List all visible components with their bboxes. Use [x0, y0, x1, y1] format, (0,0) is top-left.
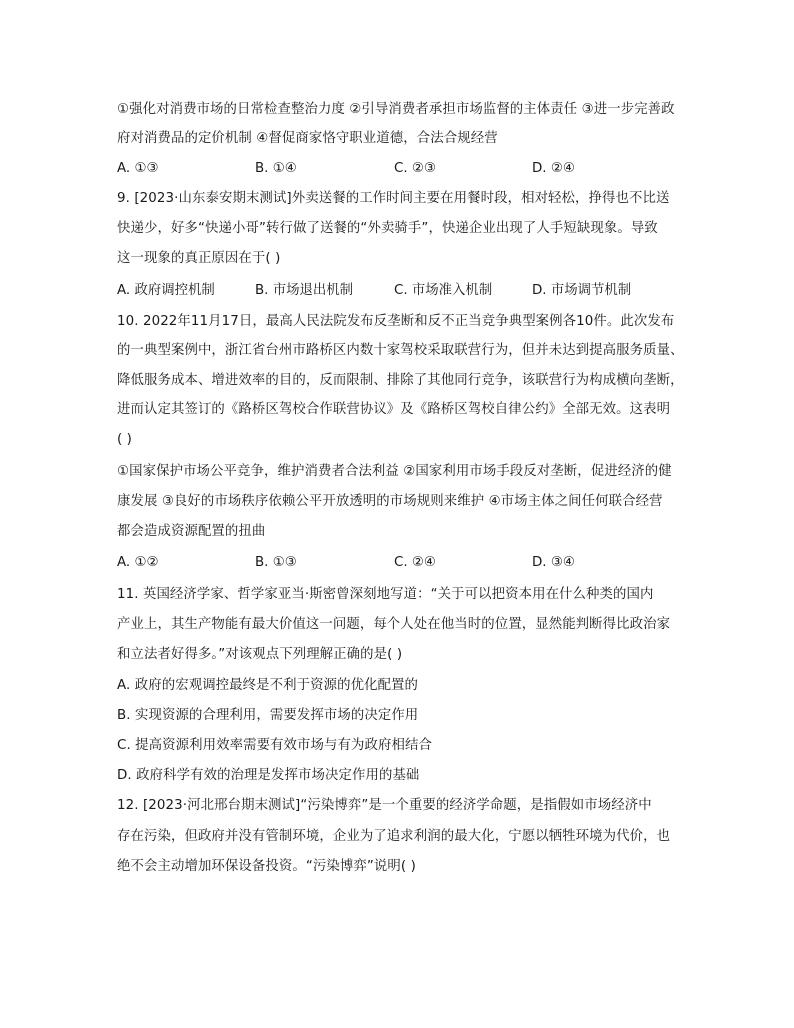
q10-stem-line: 10. 2022年11月17日，最高人民法院发布反垄断和反不正当竞争典型案例各10件。此次发布: [117, 314, 675, 329]
q11-stem-line: 产业上，其生产物能有最大价值这一问题，每个人处在他当时的位置，显然能判断得比政治家: [117, 617, 671, 632]
q10-option-b[interactable]: B. ①③: [255, 555, 297, 570]
q12-stem-line: 存在污染，但政府并没有管制环境，企业为了追求利润的最大化，宁愿以牺牲环境为代价，也: [117, 829, 671, 844]
q10-options: [117, 554, 697, 572]
q11-option-b[interactable]: B. 实现资源的合理利用，需要发挥市场的决定作用: [117, 708, 419, 723]
q8-option-a[interactable]: A. ①③: [117, 161, 159, 176]
q11-option-c[interactable]: C. 提高资源利用效率需要有效市场与有为政府相结合: [117, 738, 432, 753]
q11-option-a[interactable]: A. 政府的宏观调控最终是不利于资源的优化配置的: [117, 678, 419, 693]
q8-options: [117, 160, 697, 178]
q10-option-c[interactable]: C. ②④: [394, 555, 436, 570]
q9-option-d[interactable]: D. 市场调节机制: [532, 283, 632, 298]
q10-statement-line: 都会造成资源配置的扭曲: [117, 524, 266, 539]
q10-stem-line: 进而认定其签订的《路桥区驾校合作联营协议》及《路桥区驾校自律公约》全部无效。这表明: [117, 402, 671, 417]
q12-stem-line: 绝不会主动增加环保设备投资。“污染博弈”说明( ): [117, 859, 416, 874]
q10-option-d[interactable]: D. ③④: [532, 555, 575, 570]
q10-statement-line: 康发展 ③良好的市场秩序依赖公平开放透明的市场规则来维护 ④市场主体之间任何联合经营: [117, 494, 663, 509]
q8-option-c[interactable]: C. ②③: [394, 161, 436, 176]
q11-option-d[interactable]: D. 政府科学有效的治理是发挥市场决定作用的基础: [117, 768, 420, 783]
q8-option-b[interactable]: B. ①④: [255, 161, 297, 176]
q11-stem-line: 和立法者好得多。”对该观点下列理解正确的是( ): [117, 647, 403, 662]
q12-stem-line: 12. [2023·河北邢台期末测试]“污染博弈”是一个重要的经济学命题，是指假如市场经济中: [117, 798, 652, 813]
q9-stem-line: 这一现象的真正原因在于( ): [117, 251, 281, 266]
q10-option-a[interactable]: A. ①②: [117, 555, 159, 570]
q9-stem-line: 9. [2023·山东泰安期末测试]外卖送餐的工作时间主要在用餐时段，相对轻松，挣得也不比送: [117, 191, 670, 206]
q8-statement-line: 府对消费品的定价机制 ④督促商家恪守职业道德，合法合规经营: [117, 131, 498, 146]
q10-stem-line: 降低服务成本、增进效率的目的，反而限制、排除了其他同行竞争，该联营行为构成横向垄断，: [117, 373, 684, 388]
q8-option-d[interactable]: D. ②④: [532, 161, 575, 176]
q10-statement-line: ①国家保护市场公平竞争，维护消费者合法利益 ②国家利用市场手段反对垄断，促进经济的健: [117, 464, 672, 479]
q9-option-b[interactable]: B. 市场退出机制: [255, 283, 354, 298]
q10-stem-line: 的一典型案例中，浙江省台州市路桥区内数十家驾校采取联营行为，但并未达到提高服务质量、: [117, 343, 684, 358]
q9-stem-line: 快递少，好多“快递小哥”转行做了送餐的“外卖骑手”，快递企业出现了人手短缺现象。导致: [117, 221, 658, 236]
q11-stem-line: 11. 英国经济学家、哲学家亚当·斯密曾深刻地写道：“关于可以把资本用在什么种类的国内: [117, 587, 654, 602]
q10-answer-blank: ( ): [117, 432, 133, 447]
q9-options: [117, 282, 697, 300]
q9-option-c[interactable]: C. 市场准入机制: [394, 283, 493, 298]
q8-statement-line: ①强化对消费市场的日常检查整治力度 ②引导消费者承担市场监督的主体责任 ③进一步完善政: [117, 102, 675, 117]
q9-option-a[interactable]: A. 政府调控机制: [117, 283, 215, 298]
